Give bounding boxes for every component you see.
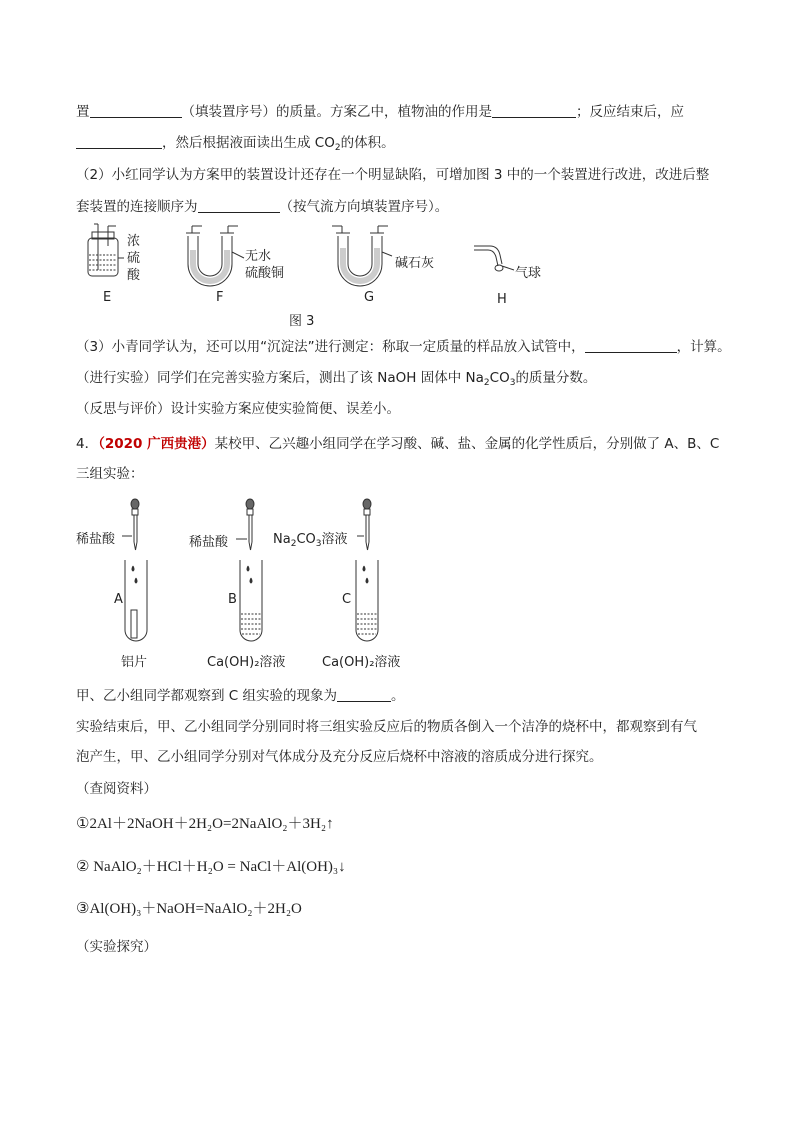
device-h-content: 气球	[515, 266, 542, 281]
text-line-14: （实验探究）	[76, 939, 157, 955]
tube-b-reagent: 稀盐酸	[189, 535, 229, 550]
text-line-2: ，然后根据液面读出生成 $CO_2$的体积。	[76, 134, 395, 152]
equation-2: ② NaAlO₂＋HCl＋H₂O = NaCl＋Al(OH)₃↓	[76, 859, 346, 875]
text-line-12: 泡产生，甲、乙小组同学分别对气体成分及充分反应后烧杯中溶液的溶质成分进行探究。	[76, 749, 603, 765]
device-h-label: H	[497, 292, 507, 307]
tube-c-label: C	[342, 592, 352, 607]
text-line-7: （反思与评价）设计实验方案应使实验简便、误差小。	[76, 401, 400, 417]
test-tube-c	[356, 499, 378, 641]
text-line-13: （查阅资料）	[76, 781, 157, 797]
text-line-11: 实验结束后，甲、乙小组同学分别同时将三组实验反应后的物质各倒入一个洁净的烧杯中，都观察到有气	[76, 719, 697, 735]
figure-3-caption: 图 3	[289, 314, 315, 329]
text-line-6: （进行实验）同学们在完善实验方案后，测出了该 NaOH 固体中 $Na_2CO_3$的质量分数。	[76, 370, 597, 388]
device-f-content: 无水 硫酸铜	[245, 249, 285, 281]
text-line-5: （3）小青同学认为，还可以用“沉淀法”进行测定：称取一定质量的样品放入试管中， ，计算。	[76, 339, 731, 355]
text-line-4: 套装置的连接顺序为 （按气流方向填装置序号）。	[76, 199, 449, 215]
tube-a-contents: 铝片	[121, 655, 148, 670]
equation-1: ①2Al＋2NaOH＋2H₂O=2NaAlO₂＋3H₂↑	[76, 816, 334, 832]
device-g-content: 碱石灰	[395, 256, 435, 271]
device-e-label: E	[103, 290, 112, 305]
device-e-content: 浓 硫 酸	[127, 234, 141, 283]
text-line-1: 置 （填装置序号）的质量。方案乙中，植物油的作用是 ；反应结束后，应	[76, 104, 684, 120]
device-g-label: G	[364, 290, 375, 305]
equation-3: ③Al(OH)₃＋NaOH=NaAlO₂＋2H₂O	[76, 901, 302, 917]
tube-a-label: A	[114, 592, 123, 607]
tube-b-label: B	[228, 592, 237, 607]
tube-b-contents: Ca(OH)₂溶液	[207, 655, 286, 670]
question-source: （2020 广西贵港）	[98, 436, 215, 452]
tube-c-contents: Ca(OH)₂溶液	[322, 655, 401, 670]
text-line-10: 甲、乙小组同学都观察到 C 组实验的现象为 。	[76, 688, 405, 704]
test-tube-b	[236, 499, 262, 641]
tube-a-reagent: 稀盐酸	[76, 532, 116, 547]
text-line-3: （2）小红同学认为方案甲的装置设计还存在一个明显缺陷，可增加图 3 中的一个装置进行改进，改进后整	[76, 167, 710, 183]
tube-c-reagent: $Na_2CO_3$溶液	[273, 532, 348, 549]
question-4-header: 4．（2020 广西贵港）某校甲、乙兴趣小组同学在学习酸、碱、盐、金属的化学性质后，分别做了 A、B、C	[76, 436, 720, 452]
test-tube-a	[122, 499, 147, 641]
answer-blank	[337, 687, 391, 702]
text-line-9: 三组实验：	[76, 466, 144, 482]
device-f-label: F	[216, 290, 224, 305]
